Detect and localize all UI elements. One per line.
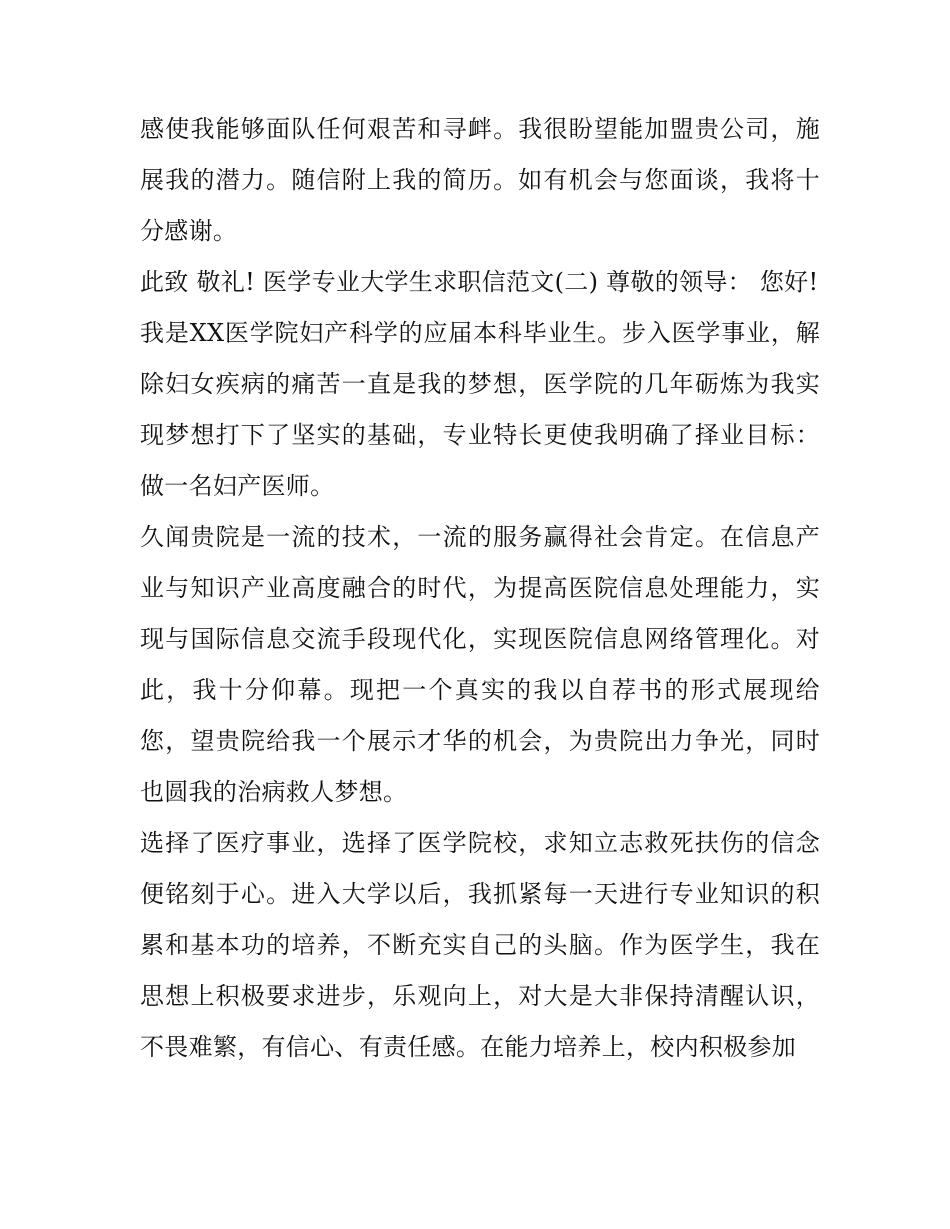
- paragraph: 选择了医疗事业，选择了医学院校，求知立志救死扶伤的信念便铭刻于心。进入大学以后，我抓紧每一天进行专业知识的积累和基本功的培养，不断充实自己的头脑。作为医学生，我在思想上积极要求进步，乐观向上，对大是大非保持清醒认识，不畏难繁，有信心、有责任感。在能力培养上，校内积极参加: [140, 829, 820, 1061]
- paragraph: 我是XX医学院妇产科学的应届本科毕业生。步入医学事业，解除妇女疾病的痛苦一直是我的梦想，医学院的几年砺炼为我实现梦想打下了坚实的基础，专业特长更使我明确了择业目标：做一名妇产医师。: [140, 319, 820, 500]
- paragraph: 此致 敬礼! 医学专业大学生求职信范文(二) 尊敬的领导： 您好!: [140, 268, 819, 296]
- paragraph: 感使我能够面队任何艰苦和寻衅。我很盼望能加盟贵公司，施展我的潜力。随信附上我的简历。如有机会与您面谈，我将十分感谢。: [140, 115, 820, 245]
- document-body: [140, 104, 820, 1073]
- paragraph: 久闻贵院是一流的技术，一流的服务赢得社会肯定。在信息产业与知识产业高度融合的时代，为提高医院信息处理能力，实现与国际信息交流手段现代化，实现医院信息网络管理化。对此，我十分仰幕。现把一个真实的我以自荐书的形式展现给您，望贵院给我一个展示才华的机会，为贵院出力争光，同时也圆我的治病救人梦想。: [140, 523, 820, 806]
